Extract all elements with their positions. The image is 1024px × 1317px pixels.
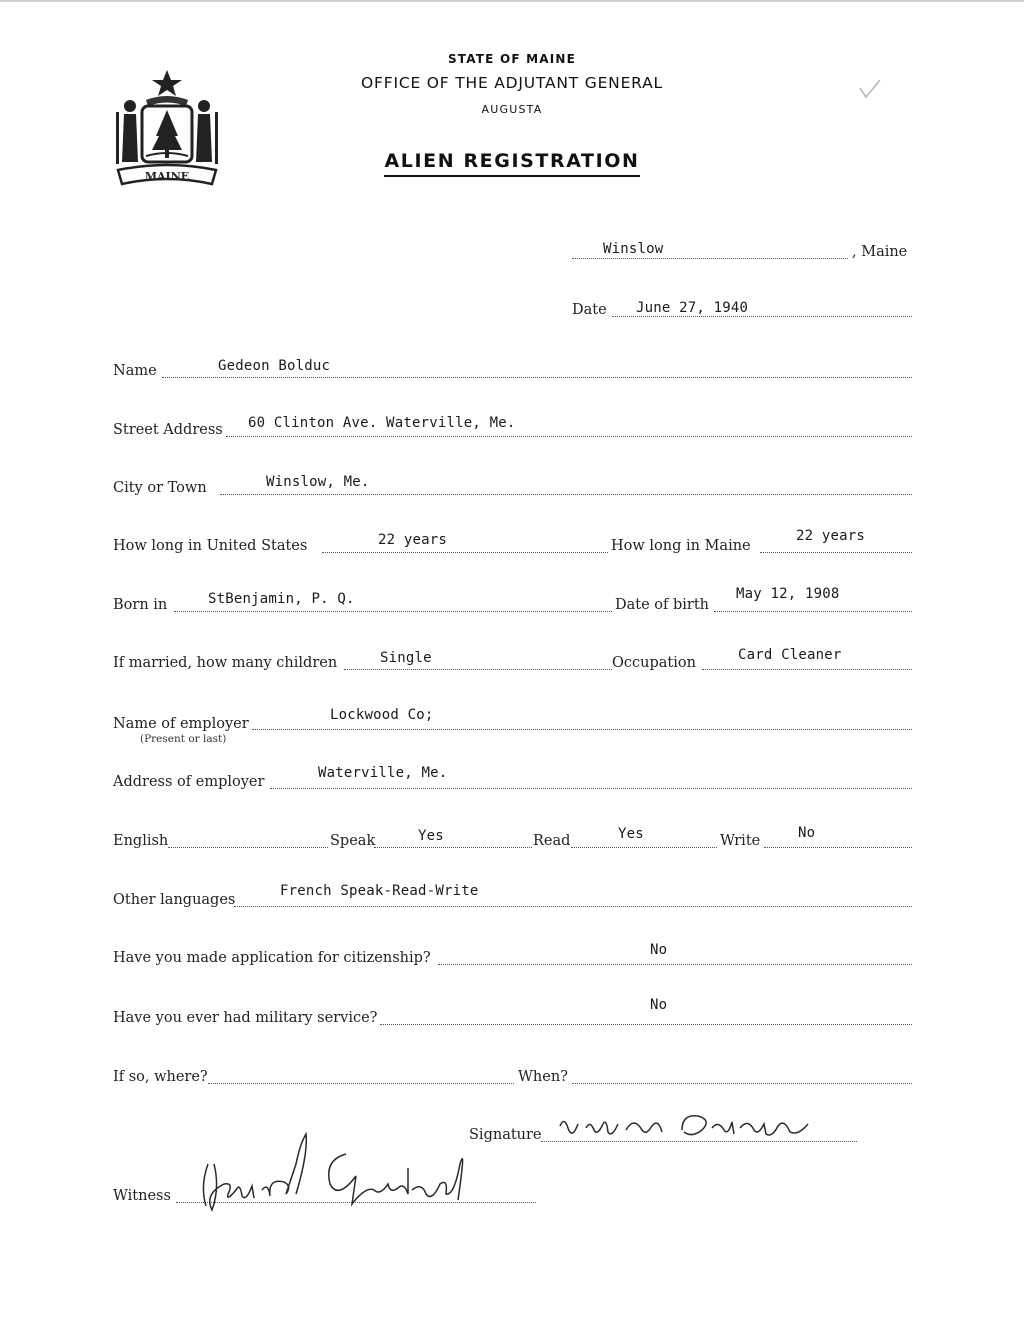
header-state: STATE OF MAINE (447, 52, 577, 66)
witness-signature (196, 1124, 496, 1216)
occupation-value: Card Cleaner (738, 647, 842, 663)
other-languages-label: Other languages (113, 892, 236, 908)
maine-years-label: How long in Maine (611, 538, 751, 554)
location-suffix: , Maine (852, 244, 908, 260)
handwritten-signature (542, 1106, 852, 1152)
where-line (208, 1083, 514, 1084)
checkmark-icon (858, 78, 882, 100)
speak-value: Yes (418, 828, 444, 844)
location-line (572, 258, 848, 259)
speak-label: Speak (330, 833, 376, 849)
children-label: If married, how many children (113, 655, 338, 671)
header-office: OFFICE OF THE ADJUTANT GENERAL (361, 74, 663, 92)
city-line (220, 494, 912, 495)
born-line (174, 611, 612, 612)
employer-address-label: Address of employer (113, 774, 265, 790)
read-line (571, 847, 717, 848)
employer-address-line (270, 788, 912, 789)
street-value: 60 Clinton Ave. Waterville, Me. (248, 415, 516, 431)
other-languages-value: French Speak-Read-Write (280, 883, 479, 899)
born-label: Born in (113, 597, 168, 613)
military-value: No (650, 997, 668, 1013)
scan-edge (0, 0, 1024, 2)
form-title-wrap (0, 150, 1024, 177)
write-value: No (798, 825, 816, 841)
when-line (572, 1083, 912, 1084)
maine-years-line (760, 552, 912, 553)
svg-text:MAINE: MAINE (144, 170, 190, 183)
english-label: English (113, 833, 169, 849)
date-value: June 27, 1940 (636, 300, 749, 316)
form-title: ALIEN REGISTRATION (384, 150, 639, 177)
us-years-line (322, 552, 608, 553)
us-years-value: 22 years (378, 532, 448, 548)
us-years-label: How long in United States (113, 538, 308, 554)
when-label: When? (518, 1069, 568, 1085)
occupation-line (702, 669, 912, 670)
dob-value: May 12, 1908 (736, 586, 840, 602)
employer-sublabel: (Present or last) (140, 733, 227, 745)
city-label: City or Town (113, 480, 207, 496)
write-label: Write (720, 833, 761, 849)
location-value: Winslow (603, 241, 664, 257)
employer-value: Lockwood Co; (330, 707, 434, 723)
occupation-label: Occupation (612, 655, 696, 671)
read-value: Yes (618, 826, 644, 842)
witness-label: Witness (113, 1188, 171, 1204)
citizenship-line (438, 964, 912, 965)
military-line (380, 1024, 912, 1025)
employer-address-value: Waterville, Me. (318, 765, 448, 781)
name-line (162, 377, 912, 378)
employer-line (252, 729, 912, 730)
children-line (344, 669, 612, 670)
born-value: StBenjamin, P. Q. (208, 591, 355, 607)
english-line (168, 847, 328, 848)
read-label: Read (533, 833, 571, 849)
name-value: Gedeon Bolduc (218, 358, 331, 374)
children-value: Single (380, 650, 432, 666)
city-value: Winslow, Me. (266, 474, 370, 490)
speak-line (374, 847, 532, 848)
maine-years-value: 22 years (796, 528, 866, 544)
date-label: Date (572, 302, 607, 318)
dob-label: Date of birth (615, 597, 710, 613)
military-label: Have you ever had military service? (113, 1010, 378, 1026)
signature-label: Signature (469, 1127, 542, 1143)
citizenship-value: No (650, 942, 668, 958)
other-languages-line (234, 906, 912, 907)
street-label: Street Address (113, 422, 223, 438)
dob-line (714, 611, 912, 612)
employer-label: Name of employer (113, 716, 249, 732)
where-label: If so, where? (113, 1069, 208, 1085)
date-line (612, 316, 912, 317)
citizenship-label: Have you made application for citizenship? (113, 950, 431, 966)
header-city: AUGUSTA (481, 103, 543, 116)
write-line (764, 847, 912, 848)
street-line (226, 436, 912, 437)
name-label: Name (113, 363, 157, 379)
